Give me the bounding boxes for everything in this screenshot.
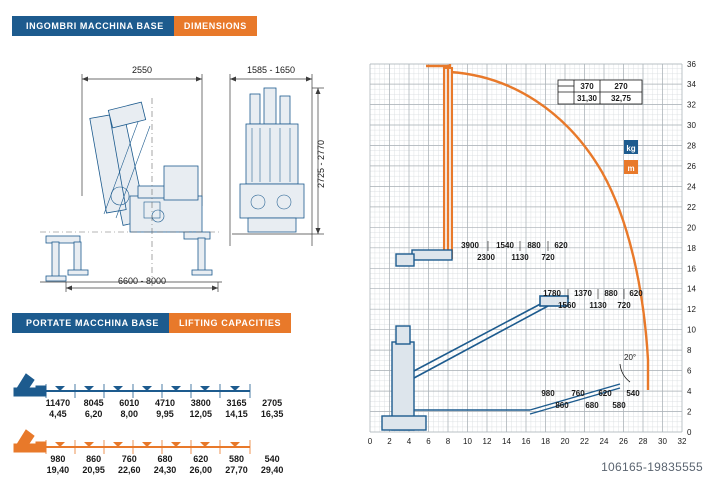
x-tick: 28 [638, 437, 648, 446]
x-tick: 6 [426, 437, 431, 446]
dim-base-length-label: 6600 - 8000 [117, 276, 167, 286]
capacity-row-1-m [40, 409, 290, 419]
load-label: 1780 [543, 289, 561, 298]
kg-value: 860 [86, 454, 102, 464]
y-tick: 12 [687, 305, 696, 315]
load-label: 1130 [511, 253, 529, 262]
y-tick: 16 [687, 264, 696, 274]
dim-height-label: 2725 - 2770 [316, 139, 326, 189]
dimensions-svg [12, 46, 342, 296]
x-tick: 18 [541, 437, 550, 446]
load-label: 1560 [558, 301, 576, 310]
angle-label: 20° [624, 353, 637, 362]
x-tick: 26 [619, 437, 628, 446]
x-tick: 22 [580, 437, 589, 446]
kg-value: 8045 [83, 398, 104, 408]
x-tick: 4 [406, 437, 412, 446]
y-tick: 8 [687, 346, 692, 356]
m-value: 27,70 [225, 465, 248, 475]
y-tick: 10 [687, 325, 696, 335]
chart-svg [352, 42, 702, 462]
legend-table [558, 80, 642, 104]
labels-upper-bottom [477, 253, 555, 262]
y-tick: 32 [687, 100, 696, 110]
y-tick: 0 [687, 428, 692, 437]
capacities-title-it: PORTATE MACCHINA BASE [12, 313, 169, 333]
y-tick: 2 [687, 407, 692, 417]
x-tick: 14 [502, 437, 511, 446]
kg-value: 980 [50, 454, 66, 464]
capacity-row-1 [40, 398, 290, 419]
load-label: 620 [629, 289, 643, 298]
m-value: 12,05 [189, 409, 212, 419]
y-tick: 4 [687, 387, 692, 397]
labels-low-bottom [555, 401, 626, 410]
kg-value: 540 [264, 454, 280, 464]
load-label: 720 [617, 301, 631, 310]
m-value: 8,00 [120, 409, 139, 419]
x-tick: 24 [599, 437, 609, 446]
load-label: 1540 [496, 241, 514, 250]
x-tick: 10 [463, 437, 472, 446]
capacity-row-2-m [40, 465, 290, 475]
m-value: 22,60 [118, 465, 141, 475]
dimensions-title-bar [12, 16, 257, 36]
dim-side-width-label: 1585 - 1650 [246, 65, 296, 75]
kg-value: 3800 [190, 398, 211, 408]
y-tick: 36 [687, 60, 696, 69]
load-label: 580 [612, 401, 626, 410]
x-tick: 8 [445, 437, 451, 446]
dimensions-title-en: DIMENSIONS [174, 16, 257, 36]
m-value: 9,95 [156, 409, 174, 419]
legend-m-1: 31,30 [576, 94, 598, 103]
m-value: 4,45 [49, 409, 67, 419]
capacities-title-bar [12, 313, 291, 333]
y-axis-ticks [687, 60, 696, 437]
load-label: 860 [555, 401, 569, 410]
capacity-row-2 [40, 454, 290, 475]
x-tick: 0 [367, 437, 373, 446]
dimensions-drawing [12, 46, 342, 296]
kg-value: 6010 [119, 398, 140, 408]
m-value: 16,35 [260, 409, 284, 419]
x-tick: 12 [482, 437, 492, 446]
footer-code: 106165-19835555 [601, 460, 703, 474]
working-range-chart [352, 42, 702, 462]
legend-kg-1: 370 [580, 82, 594, 91]
load-label: 880 [527, 241, 541, 250]
m-value: 6,20 [84, 409, 103, 419]
y-tick: 14 [687, 284, 696, 294]
x-axis-ticks [368, 437, 687, 446]
m-value: 29,40 [260, 465, 284, 475]
load-label: 620 [554, 241, 568, 250]
load-label: 980 [541, 389, 555, 398]
labels-mid-bottom [558, 301, 631, 310]
load-label: 1370 [574, 289, 592, 298]
m-value: 14,15 [225, 409, 248, 419]
kg-value: 580 [228, 454, 244, 464]
capacity-row-2-kg [40, 454, 290, 464]
labels-upper-top [461, 241, 568, 250]
y-tick: 6 [687, 366, 692, 376]
capacities-title-en: LIFTING CAPACITIES [169, 313, 291, 333]
y-tick: 28 [687, 141, 696, 151]
x-tick: 32 [677, 437, 687, 446]
load-label: 540 [626, 389, 640, 398]
kg-value: 620 [193, 454, 209, 464]
load-label: 720 [541, 253, 555, 262]
y-tick: 26 [687, 161, 696, 171]
x-tick: 30 [658, 437, 667, 446]
kg-value: 2705 [262, 398, 283, 408]
boom-middle [412, 296, 568, 378]
m-value: 24,30 [153, 465, 177, 475]
unit-badges [624, 140, 638, 174]
kg-value: 3165 [226, 398, 247, 408]
kg-value: 760 [121, 454, 137, 464]
kg-value: 4710 [155, 398, 176, 408]
load-label: 760 [571, 389, 585, 398]
x-tick: 16 [521, 437, 531, 446]
boom-upper-sections [396, 250, 452, 266]
legend-m-2: 32,75 [610, 94, 632, 103]
y-tick: 34 [687, 80, 696, 90]
unit-m-label: m [627, 164, 635, 173]
m-value: 26,00 [189, 465, 212, 475]
legend-kg-2: 270 [614, 82, 628, 91]
y-tick: 18 [687, 243, 696, 253]
boom-upper [444, 68, 452, 258]
x-tick: 2 [387, 437, 392, 446]
load-label: 680 [585, 401, 599, 410]
x-tick: 20 [560, 437, 570, 446]
capacity-row-1-kg [40, 398, 290, 408]
y-tick: 30 [687, 121, 696, 130]
y-tick: 24 [687, 182, 696, 192]
dim-top-width-label: 2550 [131, 65, 153, 75]
load-label: 880 [604, 289, 618, 298]
unit-kg-label: kg [626, 144, 636, 153]
capacities-diagram [12, 350, 342, 475]
y-tick: 20 [687, 223, 696, 233]
load-label: 1130 [589, 301, 607, 310]
load-label: 2300 [477, 253, 495, 262]
dimensions-title-it: INGOMBRI MACCHINA BASE [12, 16, 174, 36]
kg-value: 11470 [45, 398, 71, 408]
crane-column [382, 326, 426, 430]
load-label: 620 [598, 389, 612, 398]
kg-value: 680 [157, 454, 173, 464]
m-value: 19,40 [46, 465, 70, 475]
m-value: 20,95 [82, 465, 105, 475]
y-tick: 22 [687, 202, 696, 212]
load-label: 3900 [461, 241, 479, 250]
